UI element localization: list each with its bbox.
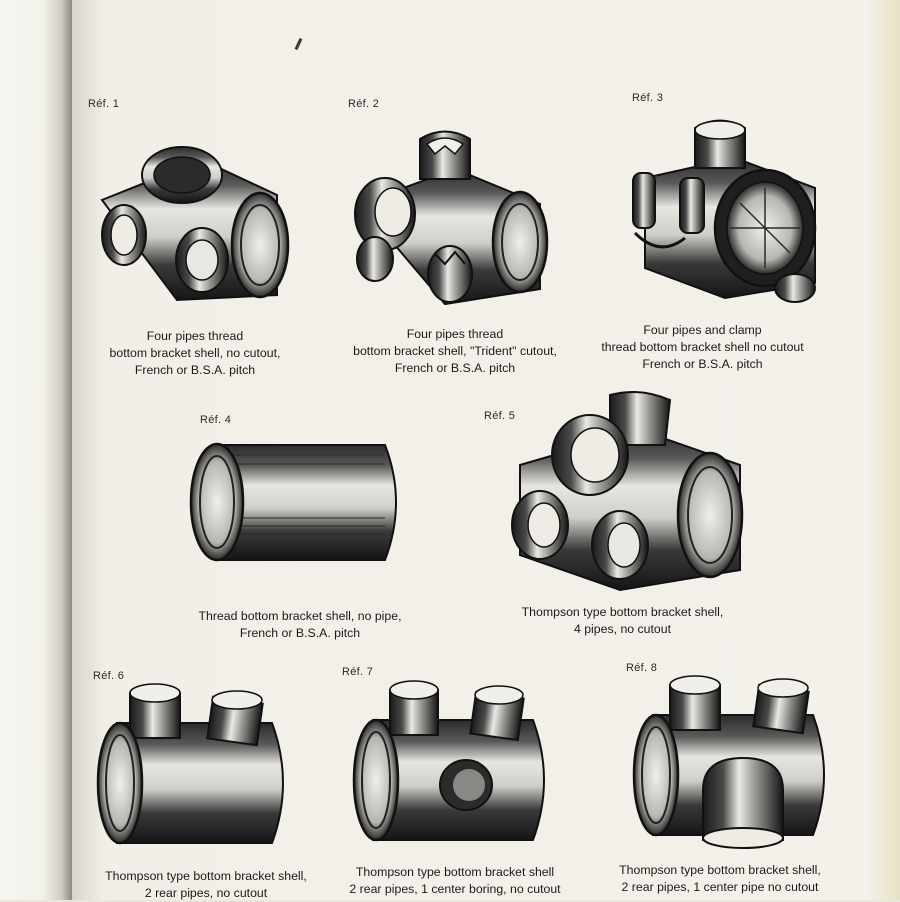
caption-line: bottom bracket shell, no cutout, xyxy=(109,346,281,360)
ref-label-7: Réf. 7 xyxy=(342,666,374,678)
caption-line: 2 rear pipes, 1 center boring, no cutout xyxy=(349,882,561,896)
caption-ref-3 xyxy=(580,322,825,373)
figure-ref-2 xyxy=(345,124,550,314)
caption-ref-8 xyxy=(590,862,850,896)
caption-line: Thread bottom bracket shell, no pipe, xyxy=(198,609,402,623)
ref-label-5: Réf. 5 xyxy=(484,410,516,422)
figure-ref-1 xyxy=(82,130,292,305)
figure-ref-5 xyxy=(500,395,755,595)
caption-line: Four pipes thread xyxy=(146,329,244,343)
caption-ref-5 xyxy=(490,604,755,638)
caption-line: Thompson type bottom bracket shell, xyxy=(521,605,724,619)
caption-ref-7 xyxy=(330,864,580,898)
caption-line: French or B.S.A. pitch xyxy=(239,626,361,640)
caption-line: thread bottom bracket shell no cutout xyxy=(601,340,804,354)
figure-ref-6 xyxy=(92,688,297,848)
caption-ref-1 xyxy=(70,328,320,379)
ref-label-1: Réf. 1 xyxy=(88,98,120,110)
caption-line: bottom bracket shell, "Trident" cutout, xyxy=(353,344,557,358)
caption-line: French or B.S.A. pitch xyxy=(394,361,516,375)
caption-ref-4 xyxy=(170,608,430,642)
caption-line: Thompson type bottom bracket shell xyxy=(355,865,555,879)
figure-ref-3 xyxy=(625,118,835,308)
ref-label-8: Réf. 8 xyxy=(626,662,658,674)
caption-ref-6 xyxy=(80,868,332,902)
caption-line: Thompson type bottom bracket shell, xyxy=(105,869,307,883)
ref-label-4: Réf. 4 xyxy=(200,414,232,426)
caption-ref-2 xyxy=(315,326,595,377)
caption-line: 4 pipes, no cutout xyxy=(573,622,672,636)
figure-ref-7 xyxy=(348,685,558,845)
caption-line: Thompson type bottom bracket shell, xyxy=(619,863,821,877)
ref-label-6: Réf. 6 xyxy=(93,670,125,682)
ref-label-3: Réf. 3 xyxy=(632,92,664,104)
caption-line: 2 rear pipes, no cutout xyxy=(144,886,268,900)
caption-line: French or B.S.A. pitch xyxy=(642,357,763,371)
caption-line: French or B.S.A. pitch xyxy=(134,363,256,377)
caption-line: 2 rear pipes, 1 center pipe no cutout xyxy=(621,880,819,894)
caption-line: Four pipes thread xyxy=(406,327,504,341)
book-binding xyxy=(0,0,72,900)
caption-line: Four pipes and clamp xyxy=(643,323,762,337)
figure-ref-8 xyxy=(628,680,838,850)
ref-label-2: Réf. 2 xyxy=(348,98,380,110)
figure-ref-4 xyxy=(185,440,410,565)
